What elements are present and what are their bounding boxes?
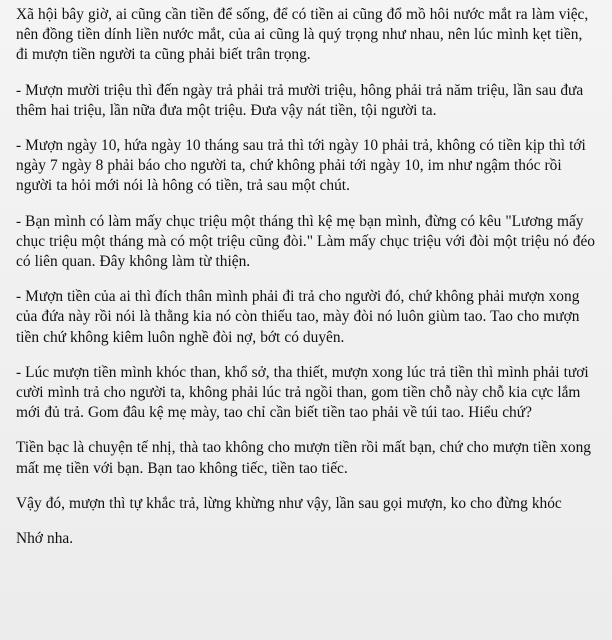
- paragraph-rule-amount: - Mượn mười triệu thì đến ngày trả phải trả mười triệu, hông phải trả năm triệu, lần sau đưa thêm hai triệu, lần nữa đưa một triệu. Đưa vậy nát tiền, tội người ta.: [16, 81, 584, 119]
- paragraph-rule-deadline: - Mượn ngày 10, hứa ngày 10 tháng sau trả thì tới ngày 10 phải trả, không có tiền kịp thì tới ngày 7 ngày 8 phải báo cho người ta, chứ không phải tới ngày 10, im như ngậm thóc rồi người ta hỏi mới nói là hông có tiền, trả sau một chút.: [16, 137, 586, 195]
- paragraph-intro: Xã hội bây giờ, ai cũng cần tiền để sống, để có tiền ai cũng đổ mồ hôi nước mắt ra làm việc, nên đồng tiền dính liền nước mắt, của ai cũng là quý trọng như nhau, nên lúc mình kẹt tiền, đi mượn tiền người ta cũng phải biết trân trọng.: [16, 6, 589, 64]
- paragraph-rule-salary: - Bạn mình có làm mấy chục triệu một tháng thì kệ mẹ bạn mình, đừng có kêu "Lương mấy chục triệu một tháng mà có một triệu cũng đòi." Làm mấy chục triệu với đòi một triệu nó đéo có liên quan. Đây không làm từ thiện.: [16, 212, 595, 271]
- paragraph-rule-repay-in-person: - Mượn tiền của ai thì đích thân mình phải đi trả cho người đó, chứ không phải mượn xong của đứa này rồi nói là thằng kia nó còn thiếu tao, mày đòi nó luôn giùm tao. Tao cho mượn tiền chứ không kiêm luôn nghề đòi nợ, bớt có duyên.: [16, 288, 580, 346]
- paragraph-conclusion: Vậy đó, mượn thì tự khắc trả, lừng khừng như vậy, lần sau gọi mượn, ko cho đừng khóc: [16, 494, 562, 512]
- paragraph-rule-attitude: - Lúc mượn tiền mình khóc than, khổ sở, tha thiết, mượn xong lúc trả tiền thì mình phải tươi cười mình trả cho người ta, không phải lúc trả ngồi than, gom tiền chỗ này chỗ kia cực lắm mới đủ trả. Gom đâu kệ mẹ mày, tao chỉ cần biết tiền tao phải về túi tao. Hiểu chứ?: [16, 363, 589, 422]
- paragraph-money-friendship: Tiền bạc là chuyện tế nhị, thà tao không cho mượn tiền rồi mất bạn, chứ cho mượn tiền xong mất mẹ tiền với bạn. Bạn tao không tiếc, tiền tao tiếc.: [16, 439, 591, 477]
- paragraph-closing: Nhớ nha.: [16, 530, 74, 548]
